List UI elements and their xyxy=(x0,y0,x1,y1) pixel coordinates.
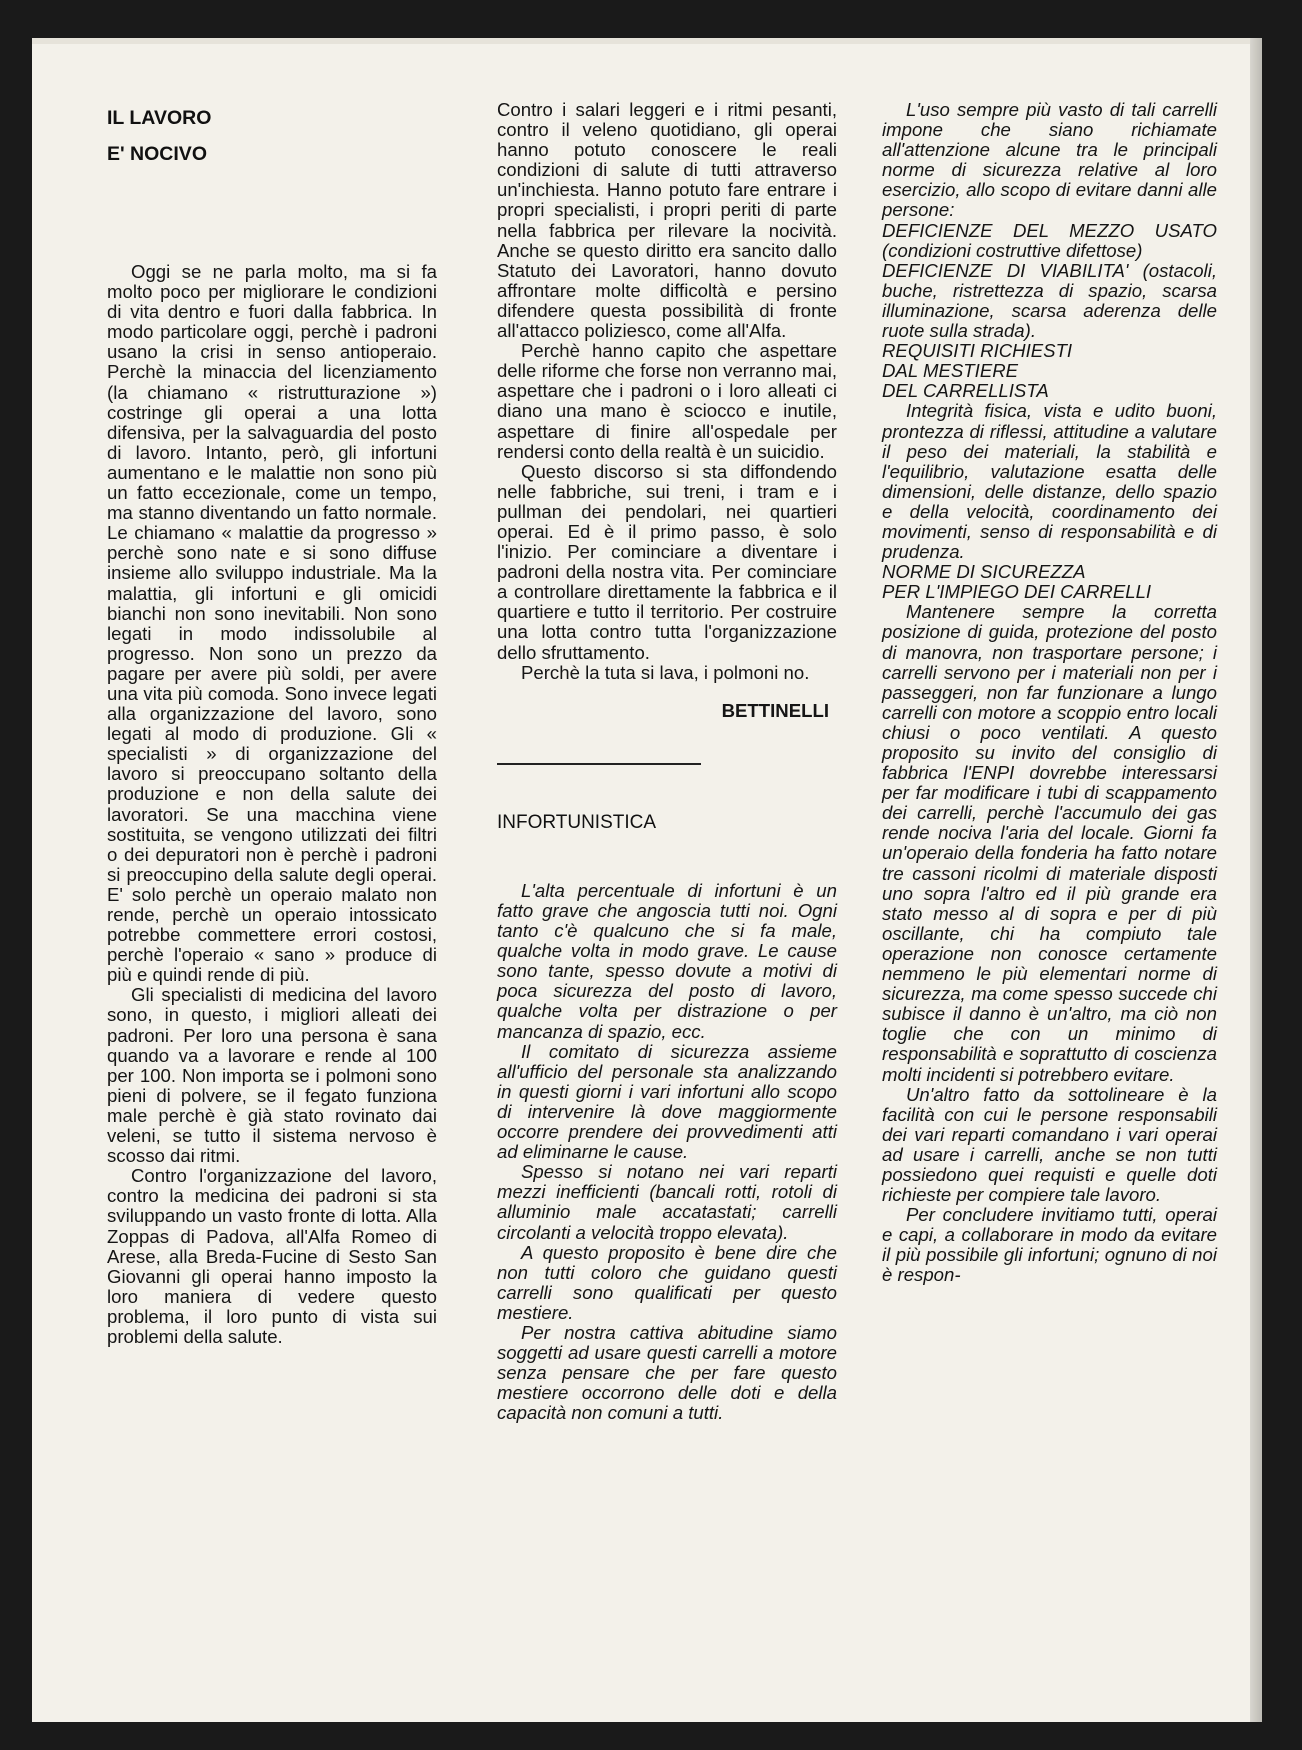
section-divider xyxy=(497,763,701,765)
subheading: NORME DI SICUREZZA xyxy=(882,561,1086,583)
article-signature: BETTINELLI xyxy=(721,699,829,721)
scan-edge xyxy=(32,38,1262,44)
article-paragraph: Gli specialisti di medicina del lavoro sono, in questo, i migliori alleati dei padroni. Per loro una persona è sana quando va a lavorare e rende al 100 per 100. Non importa se i polmoni sono pieni di polvere, se il fegato funziona male perchè è già stato rovinato dai veleni, se tutto il sistema nervoso è scosso dai ritmi. xyxy=(107,984,437,1167)
subheading: DAL MESTIERE xyxy=(882,360,1019,382)
deficiency-item: DEFICIENZE DEL MEZZO USATO (condizioni costruttive difettose) xyxy=(882,219,1217,261)
article-paragraph: Questo discorso si sta diffondendo nelle fabbriche, sui treni, i tram e i pullman dei pendolari, nei quartieri operai. Ed è il primo passo, è solo l'inizio. Per cominciare a diventare i padroni della nostra vita. Per cominciare a controllare direttamente la fabbrica e il quartiere e tutto il territorio. Per costruire una lotta contro tutta l'organizzazione dello sfruttamento. xyxy=(497,460,837,663)
norme-paragraph: Per concludere invitiamo tutti, operai e capi, a collaborare in modo da evitare il più possibile gli infortuni; ognuno di noi è respon- xyxy=(882,1204,1217,1286)
subheading: DEL CARRELLISTA xyxy=(882,380,1049,402)
section-paragraph: L'uso sempre più vasto di tali carrelli impone che siano richiamate all'attenzione alcune tra le principali norme di sicurezza relative al loro esercizio, allo scopo di evitare danni alle persone: xyxy=(882,99,1217,221)
subheading: PER L'IMPIEGO DEI CARRELLI xyxy=(882,581,1152,603)
section-title: INFORTUNISTICA xyxy=(497,811,657,833)
norme-paragraph: Mantenere sempre la corretta posizione di guida, protezione del posto di manovra, non trasportare persone; i carrelli servono per i materiali non per i passeggeri, non far funzionare a lungo carrelli con motore a scoppio entro locali chiusi o poco ventilati. A questo proposito su invito del consiglio di fabbrica l'ENPI dovrebbe interessarsi per far modificare i tubi di scappamento dei carrelli, perchè l'accumulo dei gas rende nociva l'aria del locale. Giorni fa un'operaio della fonderia ha fatto notare tre cassoni ricolmi di materiale disposti uno sopra l'altro ed il più grande era stato messo al di sopra e per di più oscillante, chi ha compiuto tale operazione non conosce certamente nemmeno le più elementari norme di sicurezza, ma come spesso succede chi subisce il danno è un'altro, ma ciò non toglie che con un minimo di responsabilità e soprattutto di coscienza molti incidenti si potrebbero evitare. xyxy=(882,601,1217,1085)
column-2 xyxy=(497,100,837,1423)
column-1 xyxy=(107,100,437,1347)
article-paragraph: Contro l'organizzazione del lavoro, contro la medicina dei padroni si sta sviluppando un vasto fronte di lotta. Alla Zoppas di Padova, all'Alfa Romeo di Arese, alla Breda-Fucine di Sesto San Giovanni gli operai hanno imposto la loro maniera di vedere questo problema, il loro punto di vista sui problemi della salute. xyxy=(107,1165,437,1347)
article-title-line-2: E' NOCIVO xyxy=(107,143,207,165)
section-paragraph: Il comitato di sicurezza assieme all'ufficio del personale sta analizzando in questi giorni i vari infortuni allo scopo di intervenire là dove maggiormente occorre prendere dei provvedimenti atti ad eliminarne le cause. xyxy=(497,1040,837,1163)
subheading: REQUISITI RICHIESTI xyxy=(882,340,1073,362)
article-paragraph: Perchè hanno capito che aspettare delle riforme che forse non verranno mai, aspettare che i padroni o i loro alleati ci diano una mano è sciocco e inutile, aspettare di finire all'ospedale per rendersi conto della realtà è un suicidio. xyxy=(497,340,837,462)
norme-paragraph: Un'altro fatto da sottolineare è la facilità con cui le persone responsabili dei vari reparti comandano i vari operai ad usare i carrelli, anche se non tutti possiedono quei requisti e quelle doti richieste per compiere tale lavoro. xyxy=(882,1083,1217,1206)
column-3 xyxy=(882,100,1217,1286)
article-title-line-1: IL LAVORO xyxy=(107,107,212,129)
article-paragraph: Perchè la tuta si lava, i polmoni no. xyxy=(521,661,810,683)
article-paragraph: Oggi se ne parla molto, ma si fa molto poco per migliorare le condizioni di vita dentro e fuori dalla fabbrica. In modo particolare oggi, perchè i padroni usano la crisi in senso antioperaio. Perchè la minaccia del licenziamento (la chiamano « ristrutturazione ») costringe gli operai a una lotta difensiva, per la salvaguardia del posto di lavoro. Intanto, però, gli infortuni aumentano e le malattie non sono più un fatto eccezionale, come un tempo, ma stanno diventando un fatto normale. Le chiamano « malattie da progresso » perchè sono nate e si sono diffuse insieme allo sviluppo industriale. Ma la malattia, gli infortuni e gli omicidi bianchi non sono inevitabili. Non sono legati in modo indissolubile al progresso. Non sono un prezzo da pagare per avere più soldi, per avere una vita più comoda. Sono invece legati alla organizzazione del lavoro, sono legati al modo di produzione. Gli « specialisti » di organizzazione del lavoro si preoccupano soltanto della produzione e non della salute dei lavoratori. Se una macchina viene sostituita, se vengono utilizzati dei filtri o dei depuratori non è perchè i padroni si preoccupino della salute degli operai. E' solo perchè un operaio malato non rende, perchè un operaio intossicato potrebbe commettere errori costosi, perchè l'operaio « sano » produce di più e quindi rende di più. xyxy=(107,261,437,986)
section-paragraph: Spesso si notano nei vari reparti mezzi inefficienti (bancali rotti, rotoli di alluminio male accatastati; carrelli circolanti a velocità troppo elevata). xyxy=(497,1161,837,1243)
magazine-page xyxy=(32,38,1262,1722)
article-paragraph: Contro i salari leggeri e i ritmi pesanti, contro il veleno quotidiano, gli operai hanno potuto conoscere le reali condizioni di salute di tutti attraverso un'inchiesta. Hanno potuto fare entrare i propri specialisti, i propri periti di parte nella fabbrica per rilevare la nocività. Anche se questo diritto era sancito dallo Statuto dei Lavoratori, hanno dovuto affrontare molte difficoltà e persino difendere questa possibilità di fronte all'attacco poliziesco, come all'Alfa. xyxy=(497,99,837,342)
requisiti-text: Integrità fisica, vista e udito buoni, prontezza di riflessi, attitudine a valutare il peso dei materiali, la stabilità e l'equilibrio, valutazione esatta delle dimensioni, delle distanze, dello spazio e della velocità, coordinamento dei movimenti, senso di responsabilità e di prudenza. xyxy=(882,400,1217,563)
deficiency-item: DEFICIENZE DI VIABILITA' (ostacoli, buche, ristrettezza di spazio, scarsa illuminazione, scarsa aderenza delle ruote sulla strada). xyxy=(882,259,1217,342)
section-paragraph: Per nostra cattiva abitudine siamo soggetti ad usare questi carrelli a motore senza pensare che per fare questo mestiere occorrono delle doti e della capacità non comuni a tutti. xyxy=(497,1321,837,1424)
section-paragraph: L'alta percentuale di infortuni è un fatto grave che angoscia tutti noi. Ogni tanto c'è qualcuno che si fa male, qualche volta in modo grave. Le cause sono tante, spesso dovute a motivi di poca sicurezza del posto di lavoro, qualche volta per distrazione o per mancanza di spazio, ecc. xyxy=(497,879,837,1042)
section-paragraph: A questo proposito è bene dire che non tutti coloro che guidano questi carrelli sono qualificati per questo mestiere. xyxy=(497,1241,837,1323)
